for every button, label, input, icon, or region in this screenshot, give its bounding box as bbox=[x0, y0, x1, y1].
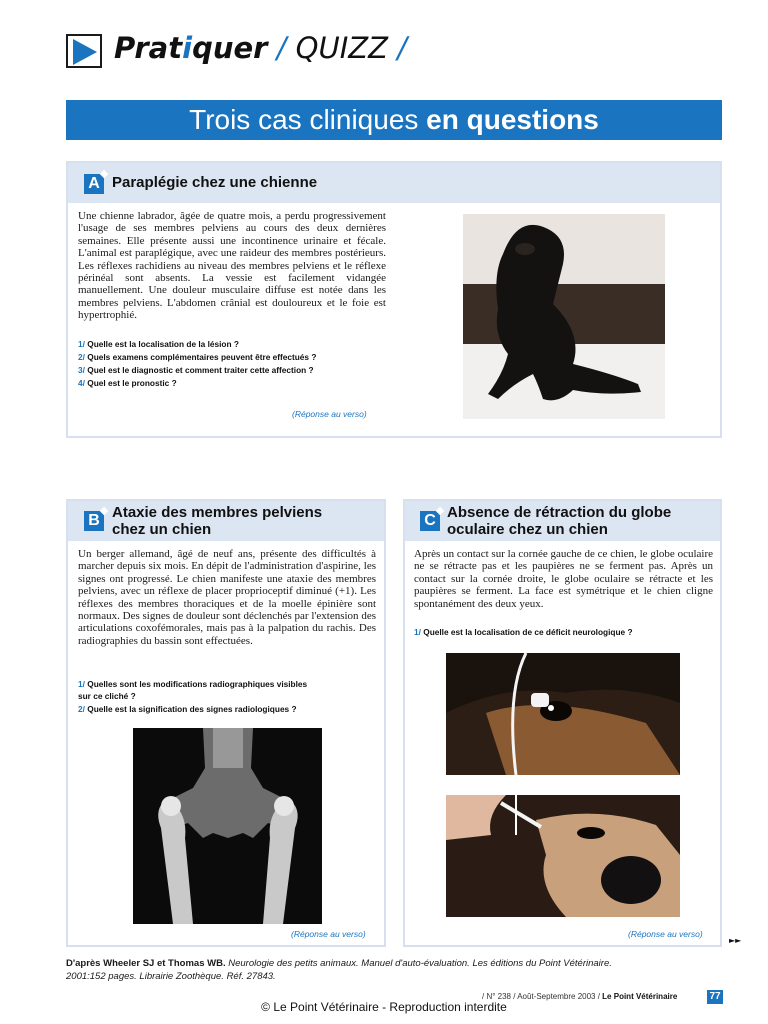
case-b-question-1: 1/ Quelles sont les modifications radiographiques visibles bbox=[78, 679, 308, 689]
reference-citation: D'après Wheeler SJ et Thomas WB. Neurologie des petits animaux. Manuel d'auto-évaluation. Les éditions du Point Vétérinaire. 2001:152 pages. Librairie Zoothèque. Réf. 27843. bbox=[66, 958, 612, 982]
case-b-question-2: 2/ Quelle est la signification des signes radiologiques ? bbox=[78, 704, 297, 714]
case-b-title-line2: chez un chien bbox=[112, 521, 212, 538]
case-b-answer-link[interactable]: (Réponse au verso) bbox=[291, 929, 366, 939]
page-title: Trois cas cliniques en questions bbox=[66, 100, 722, 140]
case-a-question-4: 4/ Quel est le pronostic ? bbox=[78, 378, 177, 388]
case-c-badge: C bbox=[420, 511, 440, 531]
case-c-box bbox=[403, 499, 722, 947]
case-c-title-line2: oculaire chez un chien bbox=[447, 521, 608, 538]
case-c-photo-right-eye bbox=[446, 795, 680, 917]
case-b-box bbox=[66, 499, 386, 947]
case-a-title: Paraplégie chez une chienne bbox=[112, 174, 318, 191]
case-a-question-1: 1/ Quelle est la localisation de la lésion ? bbox=[78, 339, 239, 349]
case-c-photo-left-eye bbox=[446, 653, 680, 775]
page-number: 77 bbox=[707, 990, 723, 1004]
case-c-text: Après un contact sur la cornée gauche de ce chien, le globe oculaire ne se rétracte pas et les paupières ne se ferment pas. Après un contact sur la cornée droite, le globe oculaire se rétracte et les paupières se ferment. La face est symétrique et le chien cligne spontanément des deux yeux. bbox=[414, 548, 713, 610]
rubric-logo bbox=[66, 34, 102, 68]
case-a-badge: A bbox=[84, 174, 104, 194]
case-c-question-1: 1/ Quelle est la localisation de ce déficit neurologique ? bbox=[414, 627, 633, 637]
case-b-text: Un berger allemand, âgé de neuf ans, présente des difficultés à marcher depuis six mois. En dépit de l'administration d'aspirine, les signes ont progressé. Le chien manifeste une ataxie des membres pelviens, avec un réflexe de placer proprioceptif diminué (+1). Les réflexes des membres thoraciques et de la moelle épinière sont normaux. Des signes de douleur sont déclenchés par l'extension des articulations coxofémorales, mais pas à la palpation du rachis. Des radiographies du bassin sont effectuées. bbox=[78, 548, 376, 647]
copyright: © Le Point Vétérinaire - Reproduction interdite bbox=[261, 1000, 507, 1014]
issue-info: / N° 238 / Août-Septembre 2003 / Le Point Vétérinaire bbox=[482, 992, 678, 1001]
case-b-title-line1: Ataxie des membres pelviens bbox=[112, 504, 323, 521]
case-a-question-3: 3/ Quel est le diagnostic et comment traiter cette affection ? bbox=[78, 365, 314, 375]
case-c-answer-link[interactable]: (Réponse au verso) bbox=[628, 929, 703, 939]
case-a-text: Une chienne labrador, âgée de quatre mois, a perdu progressivement l'usage de ses membres pelviens au cours des deux dernières semaines. Elle présente aussi une incontinence urinaire et fécale. L'animal est paraplégique, avec une raideur des membres postérieurs. Les réflexes rachidiens au niveau des membres pelviens et le réflexe périnéal sont absents. La vessie est facilement vidangée manuellement. Une douleur musculaire diffuse est notée dans les membres pelviens. L'abdomen crânial est douloureux et le foie est hypertrophié. bbox=[78, 210, 386, 322]
case-c-title-line1: Absence de rétraction du globe bbox=[447, 504, 672, 521]
case-b-badge: B bbox=[84, 511, 104, 531]
case-a-dog-photo bbox=[463, 214, 665, 419]
continue-arrows-icon: ►► bbox=[729, 936, 742, 945]
rubric-title: Pratiquer / QUIZZ / bbox=[114, 31, 407, 65]
play-arrow-icon bbox=[73, 39, 97, 65]
case-a-answer-link[interactable]: (Réponse au verso) bbox=[292, 409, 367, 419]
case-b-question-1-cont: sur ce cliché ? bbox=[78, 691, 136, 701]
case-a-box bbox=[66, 161, 722, 438]
case-a-question-2: 2/ Quels examens complémentaires peuvent être effectués ? bbox=[78, 352, 317, 362]
case-b-xray-image bbox=[133, 728, 322, 924]
